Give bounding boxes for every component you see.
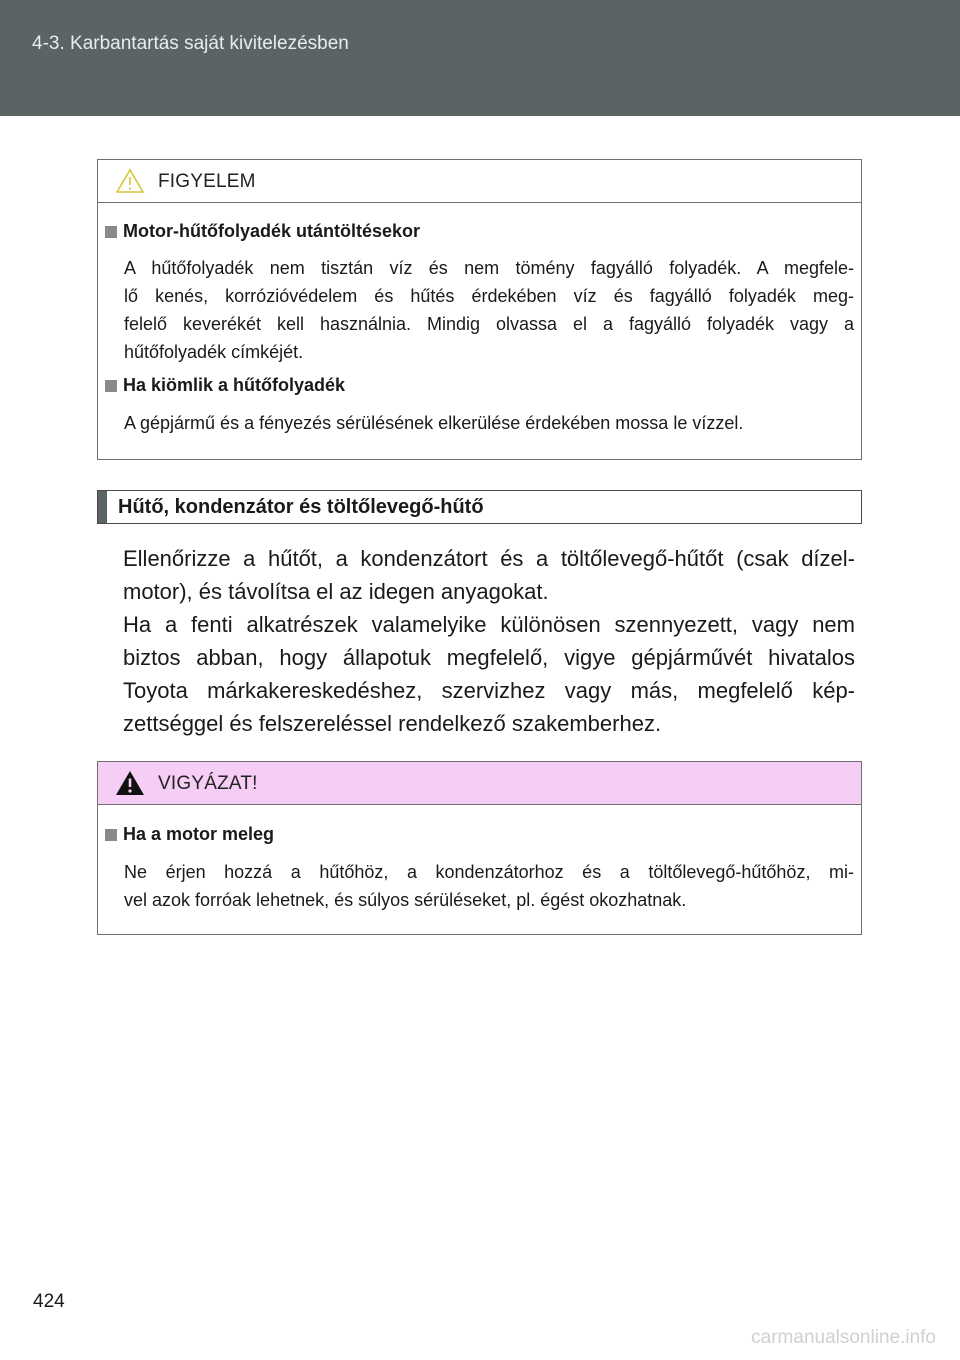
bullet-square-icon — [105, 380, 117, 392]
watermark: carmanualsonline.info — [751, 1327, 936, 1348]
notice-item-text: Ne érjen hozzá a hűtőhöz, a kondenzátorhoz és a töltőlevegő-hűtőhöz, mi- vel azok forróak lehetnek, és súlyos sérüléseket, pl. égést okozhatnak. — [124, 862, 854, 910]
chapter-title: 4-3. Karbantartás saját kivitelezésben — [32, 33, 349, 54]
section-body-text: Ellenőrizze a hűtőt, a kondenzátort és a töltőlevegő-hűtőt (csak dízel- motor), és távolítsa el az idegen anyagokat. Ha a fenti alkatrészek valamelyike különösen szennyezett, vagy nem biztos abban, hogy állapotuk megfelelő, vigye gépjárművét hivatalos Toyota márkakereskedéshez, szervizhez vagy más, megfelelő kép- zettséggel és felszereléssel rendelkező szakemberhez. — [123, 546, 855, 736]
notice-item-heading: Ha kiömlik a hűtőfolyadék — [105, 375, 345, 396]
page-number: 424 — [33, 1291, 65, 1312]
notice-item-heading: Ha a motor meleg — [105, 824, 274, 845]
notice-header — [98, 160, 861, 203]
page-header — [0, 0, 960, 116]
section-heading-bar — [97, 490, 862, 524]
notice-box-figyelem — [97, 159, 862, 460]
warning-outline-icon — [115, 168, 145, 194]
bullet-square-icon — [105, 829, 117, 841]
notice-item-text: A gépjármű és a fényezés sérülésének elkerülése érdekében mossa le vízzel. — [124, 413, 744, 433]
bullet-square-icon — [105, 226, 117, 238]
notice-header — [98, 762, 861, 805]
notice-box-vigyazat — [97, 761, 862, 935]
notice-title: FIGYELEM — [158, 171, 256, 192]
section-title: Hűtő, kondenzátor és töltőlevegő-hűtő — [118, 496, 484, 518]
notice-item-heading: Motor-hűtőfolyadék utántöltésekor — [105, 221, 420, 242]
warning-filled-icon — [115, 770, 145, 796]
notice-title: VIGYÁZAT! — [158, 773, 258, 794]
section-accent — [98, 491, 107, 523]
notice-item-text: A hűtőfolyadék nem tisztán víz és nem tömény fagyálló folyadék. A megfele- lő kenés, korrózióvédelem és hűtés érdekében víz és fagyálló folyadék meg- felelő keverékét kell használnia. Mindig olvassa el a fagyálló folyadék vagy a hűtőfolyadék címkéjét. — [124, 258, 854, 362]
